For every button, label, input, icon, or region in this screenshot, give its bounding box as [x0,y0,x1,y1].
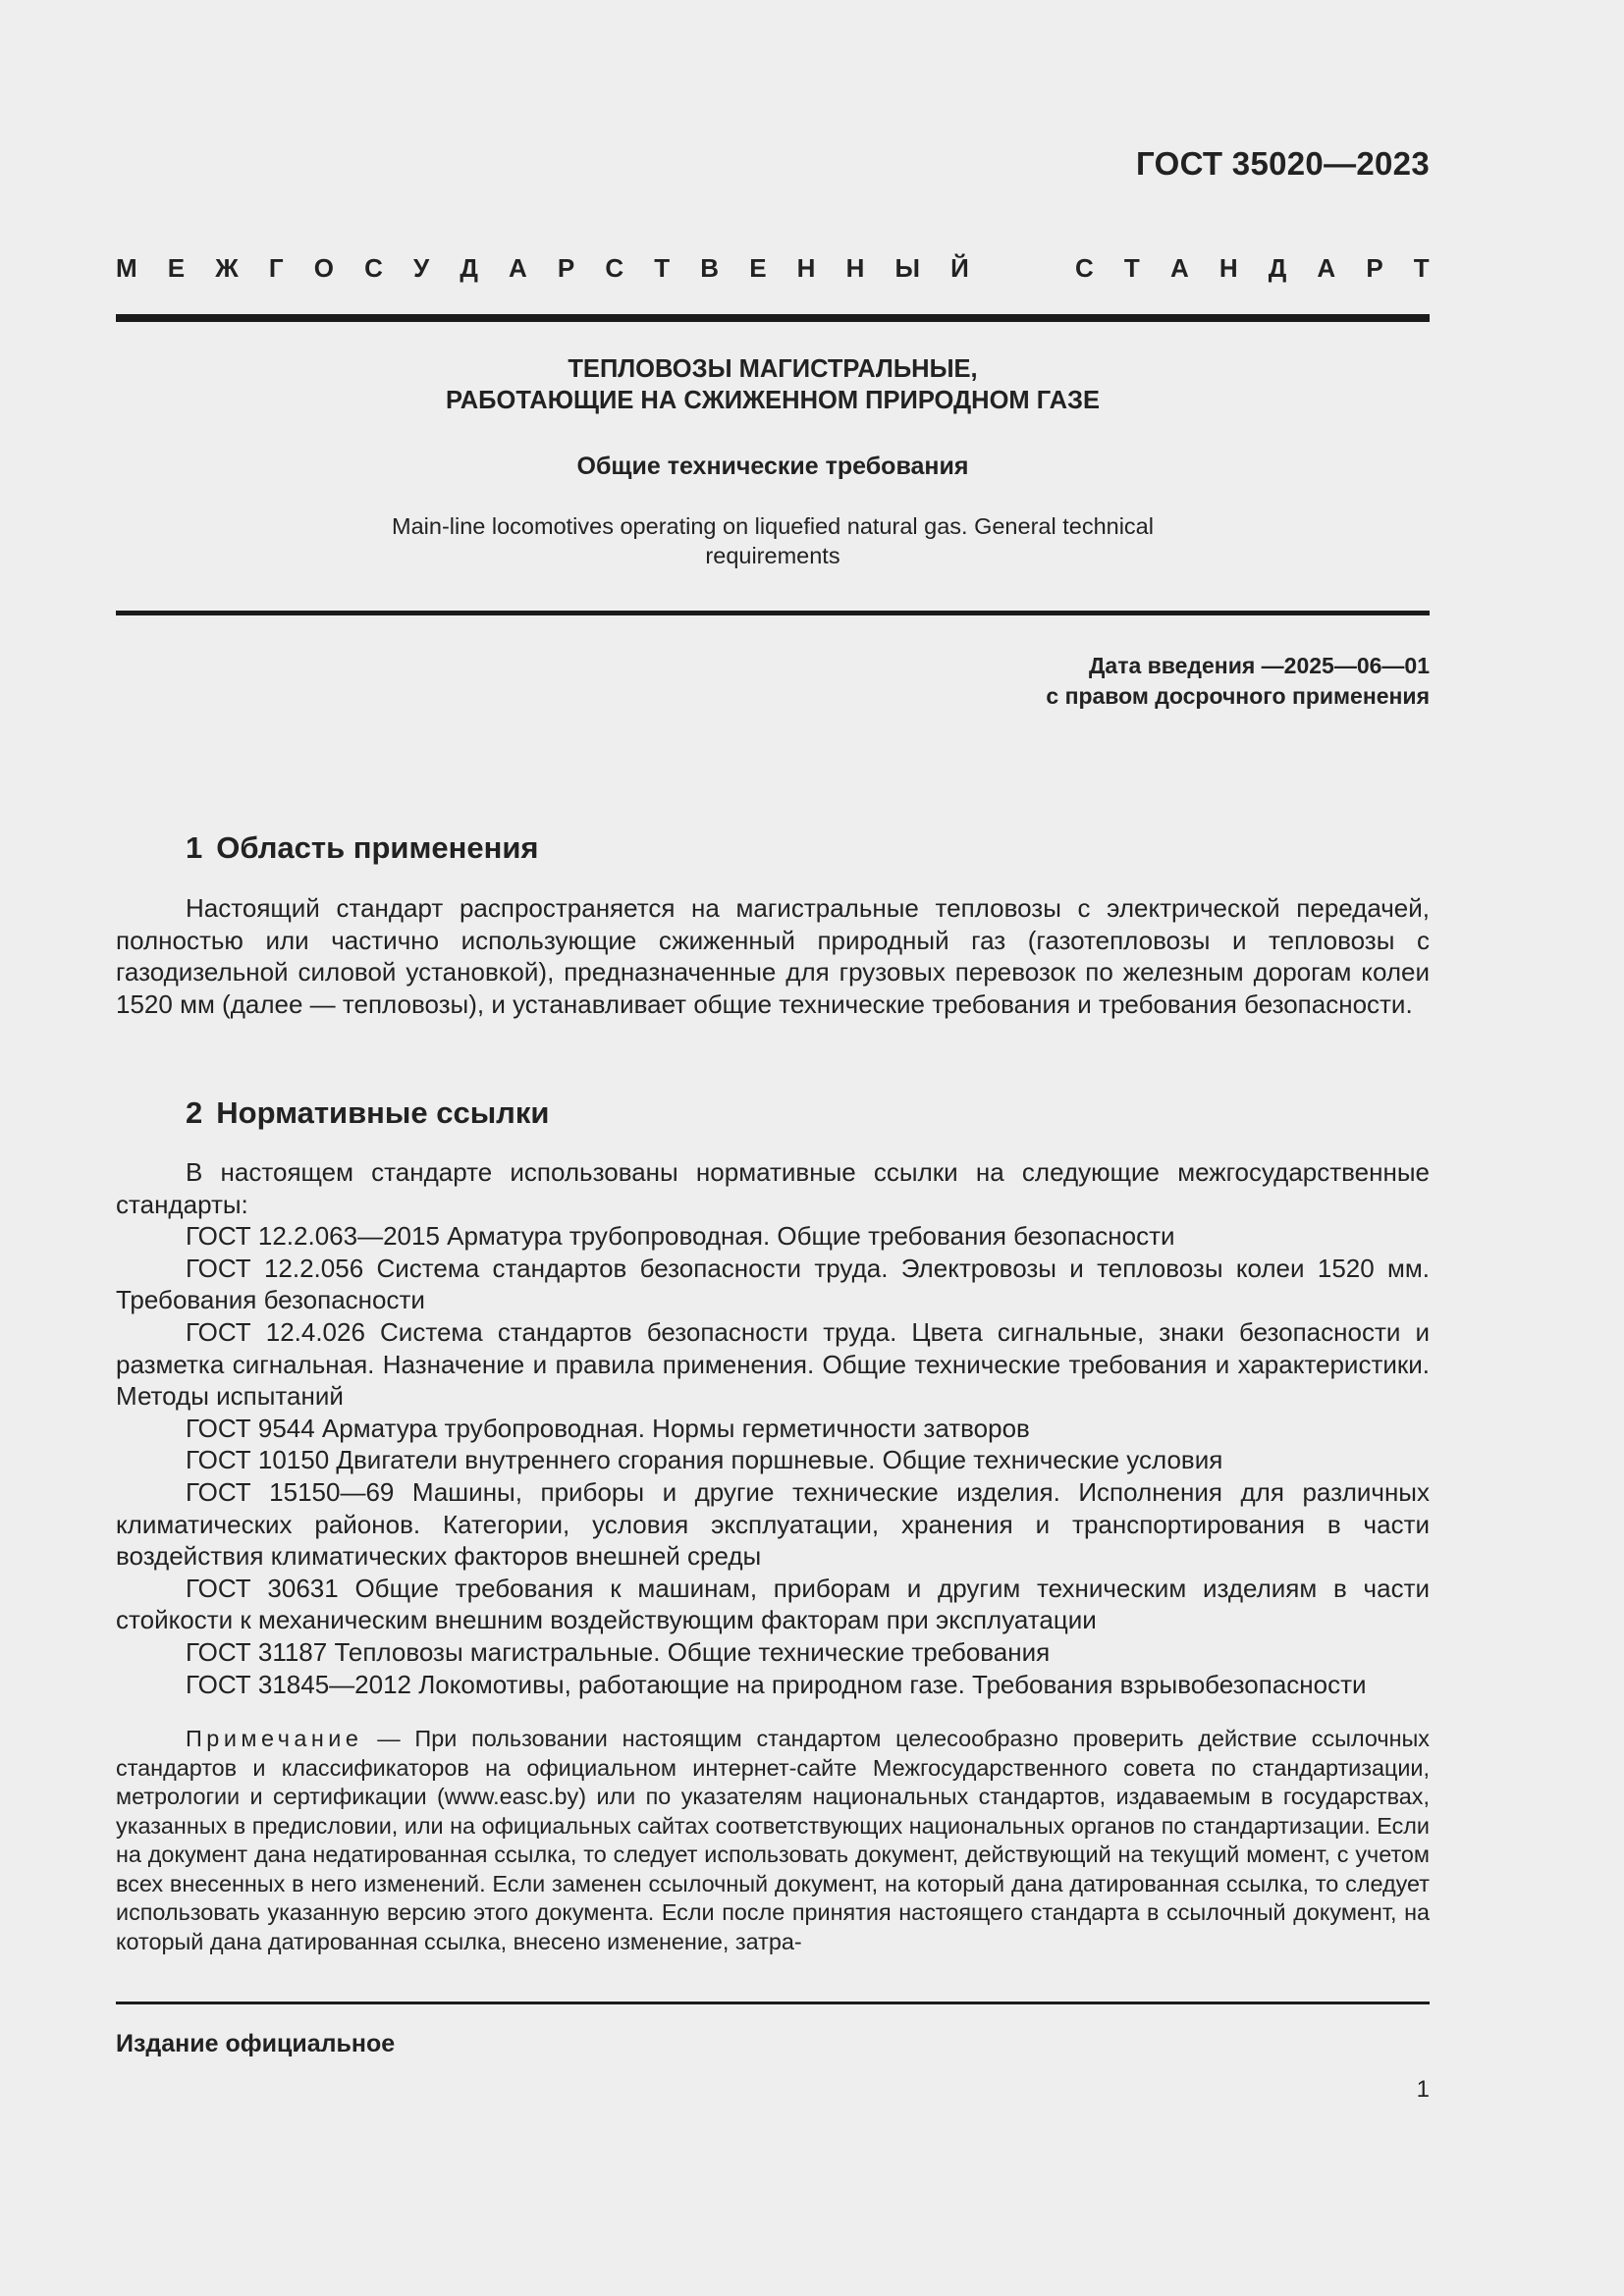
standard-type-letter: О [313,253,334,283]
note-paragraph [116,1725,1430,1956]
title-line: ТЕПЛОВОЗЫ МАГИСТРАЛЬНЫЕ, [568,355,978,383]
standard-type-letter: С [1075,253,1094,283]
reference-item: ГОСТ 31187 Тепловозы магистральные. Общие технические требования [186,1636,1051,1667]
reference-item: ГОСТ 12.4.026 Система стандартов безопасности труда. Цвета сигнальные, знаки безопасности и разметка сигнальная. Назначение и правила применения. Общие технические требования и характеристики. Методы испытаний [116,1316,1430,1412]
edition-label: Издание официальное [116,2030,396,2057]
standard-type-letter: Т [654,253,671,283]
paragraph: В настоящем стандарте использованы нормативные ссылки на следующие межгосударственные стандарты: [116,1157,1430,1219]
standard-type-letter: Н [1218,253,1238,283]
standard-type-letter: Г [268,253,284,283]
note-block [116,1725,1430,1956]
section-body [116,892,1430,1020]
note-text: — При пользовании настоящим стандартом целесообразно проверить действие ссылочных стандартов и классификаторов на официальном интернет-сайте Межгосударственного совета по стандартизации, метрологии и сертификации (www.easc.by) или по указателям национальных стандартов, издаваемым в государствах, указанных в предисловии, или на официальных сайтах соответствующих национальных органов по стандартизации. Если на документ дана недатированная ссылка, то следует использовать документ, действующий на текущий момент, с учетом всех внесенных в него изменений. Если заменен ссылочный документ, на который дана датированная ссылка, то следует использовать указанную версию этого документа. Если после принятия настоящего стандарта в ссылочный документ, на который дана датированная ссылка, внесено изменение, затра- [116,1726,1430,1954]
standard-type-label [116,253,1430,284]
section-heading [186,1095,549,1131]
standard-type-letter: А [1317,253,1336,283]
standard-type-letter: Н [796,253,816,283]
references-list [116,1156,1430,1700]
introduction-date-line: с правом досрочного применения [1046,683,1430,709]
page-number: 1 [1416,2076,1430,2103]
standard-type-letter: Ж [215,253,239,283]
standard-type-letter: Е [749,253,767,283]
standard-type-letter: Е [167,253,186,283]
standard-type-letter: Д [1268,253,1287,283]
english-title-line: requirements [705,543,840,568]
standard-type-letter: Ы [894,253,920,283]
standard-type-letter: Н [845,253,865,283]
section-title: Нормативные ссылки [216,1095,550,1130]
standard-type-letter: М [116,253,137,283]
word-gap [1000,253,1045,284]
standard-type-letter: А [509,253,527,283]
section-number: 1 [186,830,203,865]
reference-item: ГОСТ 15150—69 Машины, приборы и другие технические изделия. Исполнения для различных климатических районов. Категории, условия эксплуатации, хранения и транспортирования в части воздействия климатических факторов внешней среды [116,1476,1430,1572]
standard-type-letter: А [1169,253,1189,283]
introduction-date-line: Дата введения —2025—06—01 [1089,653,1430,678]
english-title [116,511,1430,570]
standard-type-letter: Р [1366,253,1383,283]
introduction-date [1046,651,1430,712]
standard-type-letter: Т [1413,253,1430,283]
standard-number: ГОСТ 35020—2023 [1136,145,1430,182]
standard-type-letter: Р [557,253,575,283]
title-divider [116,611,1430,615]
section-heading [186,830,539,866]
standard-type-letter: С [605,253,624,283]
standard-type-letter: С [364,253,383,283]
note-label: Примечание [186,1726,363,1751]
reference-item: ГОСТ 12.2.056 Система стандартов безопасности труда. Электровозы и тепловозы колеи 1520 мм. Требования безопасности [116,1253,1430,1315]
reference-item: ГОСТ 9544 Арматура трубопроводная. Нормы герметичности затворов [186,1413,1030,1443]
title-line: РАБОТАЮЩИЕ НА СЖИЖЕННОМ ПРИРОДНОМ ГАЗЕ [445,387,1100,414]
reference-item: ГОСТ 12.2.063—2015 Арматура трубопроводная. Общие требования безопасности [186,1221,1175,1252]
standard-type-letter: В [700,253,720,283]
section-title: Область применения [216,830,539,865]
standard-type-letter: Й [950,253,969,283]
english-title-line: Main-line locomotives operating on liquefied natural gas. General technical [392,513,1154,539]
footer-divider [116,2002,1430,2004]
document-subtitle: Общие технические требования [576,453,969,480]
reference-item: ГОСТ 30631 Общие требования к машинам, приборам и другим техническим изделиям в части стойкости к механическим внешним воздействующим факторам при эксплуатации [116,1573,1430,1635]
standard-type-letter: У [413,253,430,283]
section-number: 2 [186,1095,203,1130]
document-title [116,353,1430,416]
reference-item: ГОСТ 31845—2012 Локомотивы, работающие на природном газе. Требования взрывобезопасности [186,1669,1367,1699]
standard-type-letter: Т [1123,253,1140,283]
paragraph: Настоящий стандарт распространяется на магистральные тепловозы с электрической передачей, полностью или частично использующие сжиженный природный газ (газотепловозы и тепловозы с газодизельной силовой установкой), предназначенные для грузовых перевозок по железным дорогам колеи 1520 мм (далее — тепловозы), и устанавливает общие технические требования и требования безопасности. [116,893,1430,1019]
reference-item: ГОСТ 10150 Двигатели внутреннего сгорания поршневые. Общие технические условия [186,1445,1223,1475]
standard-type-letter: Д [460,253,478,283]
header-divider [116,314,1430,322]
